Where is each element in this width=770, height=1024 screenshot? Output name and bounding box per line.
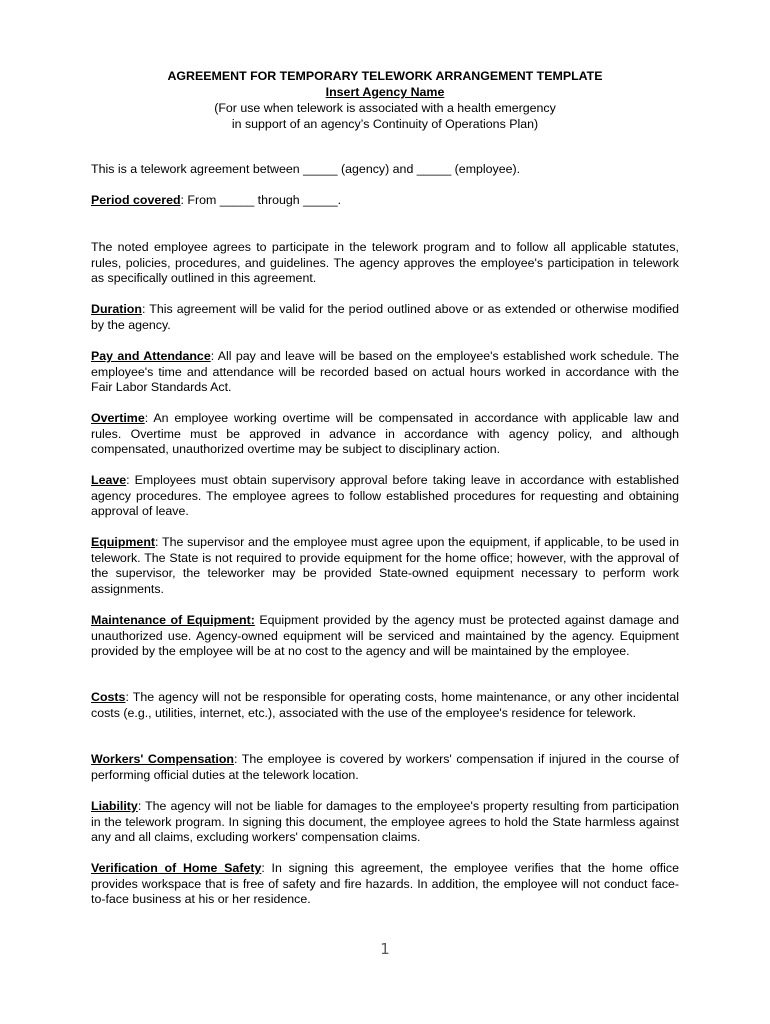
section-maintenance-of-equipment — [91, 613, 679, 660]
section-pay-and-attendance — [91, 349, 679, 396]
document-header — [0, 68, 770, 132]
section-overtime — [91, 411, 679, 458]
section-text: : All pay and leave will be based on the employee's established work schedule. The employee's time and attendance will be recorded based on actual hours worked in accordance with the Fair Labor Standards Act. — [91, 349, 679, 395]
section-text: : Employees must obtain supervisory approval before taking leave in accordance with established agency procedures. The employee agrees to follow established procedures for requesting and obtaining approval of leave. — [91, 473, 679, 519]
period-covered-label: Period covered — [91, 193, 181, 207]
period-covered-text: : From _____ through _____. — [180, 193, 342, 207]
subtitle-line-2: in support of an agency’s Continuity of Operations Plan) — [231, 117, 539, 131]
section-text: : The agency will not be liable for damages to the employee's property resulting from participation in the telework program. In signing this document, the employee agrees to hold the State harmless against any and all claims, excluding workers' compensation claims. — [91, 799, 679, 845]
section-duration — [91, 302, 679, 333]
section-label: Maintenance of Equipment: — [91, 613, 255, 627]
section-text: : The employee is covered by workers' compensation if injured in the course of performing official duties at the telework location. — [91, 752, 679, 782]
section-leave — [91, 473, 679, 520]
subtitle-line-1: (For use when telework is associated with a health emergency — [214, 101, 556, 115]
section-label: Liability — [91, 799, 138, 813]
section-label: Verification of Home Safety — [91, 861, 262, 875]
section-liability — [91, 799, 679, 846]
section-text: : This agreement will be valid for the period outlined above or as extended or otherwise modified by the agency. — [91, 302, 679, 332]
section-text: : The supervisor and the employee must agree upon the equipment, if applicable, to be used in telework. The State is not required to provide equipment for the home office; however, with the approval of the supervisor, the teleworker may be provided State-owned equipment necessary to perform work assignments. — [91, 535, 679, 596]
section-workers-compensation — [91, 752, 679, 783]
document-title: AGREEMENT FOR TEMPORARY TELEWORK ARRANGEMENT TEMPLATE — [167, 69, 603, 83]
section-text: : The agency will not be responsible for operating costs, home maintenance, or any other incidental costs (e.g., utilities, internet, etc.), associated with the use of the employee's residence for telework. — [91, 690, 679, 720]
opening-paragraph: The noted employee agrees to participate in the telework program and to follow all applicable statutes, rules, policies, procedures, and guidelines. The agency approves the employee's participation in telework as specifically outlined in this agreement. — [91, 240, 679, 286]
section-verification-of-home-safety — [91, 861, 679, 908]
section-costs — [91, 690, 679, 721]
section-label: Workers' Compensation — [91, 752, 234, 766]
section-text: Equipment provided by the agency must be protected against damage and unauthorized use. Agency-owned equipment will be serviced and maintained by the agency. Equipment provided by the employee will be at no cost to the agency and will be maintained by the employee. — [91, 613, 679, 659]
agency-name-placeholder: Insert Agency Name — [325, 85, 445, 99]
period-covered — [91, 193, 679, 209]
section-label: Leave — [91, 473, 127, 487]
section-label: Costs — [91, 690, 126, 704]
section-label: Duration — [91, 302, 142, 316]
section-equipment — [91, 535, 679, 597]
section-text: : An employee working overtime will be compensated in accordance with applicable law and rules. Overtime must be approved in advance in accordance with agency policy, and although compensated, unauthorized overtime may be subject to disciplinary action. — [91, 411, 679, 457]
section-label: Pay and Attendance — [91, 349, 211, 363]
page-number: 1 — [380, 940, 390, 958]
intro-paragraph: This is a telework agreement between _____ (agency) and _____ (employee). — [91, 162, 521, 176]
section-text: : In signing this agreement, the employee verifies that the home office provides workspace that is free of safety and fire hazards. In addition, the employee will not conduct face-to-face business at his or her residence. — [91, 861, 679, 907]
section-label: Overtime — [91, 411, 145, 425]
section-label: Equipment — [91, 535, 156, 549]
